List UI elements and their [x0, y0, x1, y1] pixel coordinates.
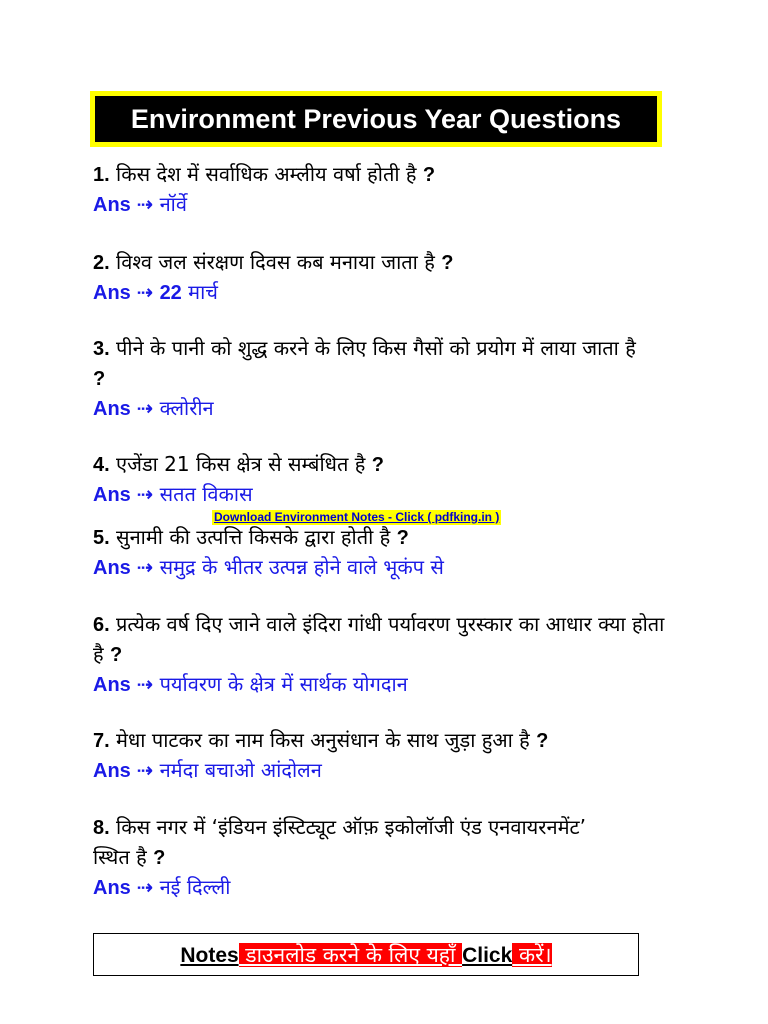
question-block — [93, 610, 668, 700]
answer-text: नॉर्वे — [159, 192, 187, 216]
answer-line — [93, 480, 703, 510]
question-mark: ? — [536, 730, 549, 752]
question-number: 8. — [93, 817, 110, 839]
question-block — [93, 450, 703, 510]
question-body: प्रत्येक वर्ष दिए जाने वाले इंदिरा गांधी पर्यावरण पुरस्कार का आधार क्या होता है — [93, 612, 665, 666]
question-text — [93, 248, 703, 278]
question-number: 7. — [93, 730, 110, 752]
question-text — [93, 523, 703, 553]
question-block — [93, 523, 703, 583]
question-block — [93, 726, 703, 786]
answer-number: 22 — [159, 282, 182, 304]
question-number: 2. — [93, 252, 110, 274]
question-number: 5. — [93, 527, 110, 549]
answer-text: नर्मदा बचाओ आंदोलन — [159, 758, 322, 782]
notes-word: Notes — [180, 943, 239, 967]
arrow-icon: ⇢ — [136, 875, 154, 899]
question-text — [93, 160, 703, 190]
answer-label: Ans — [93, 674, 131, 696]
page-title: Environment Previous Year Questions — [95, 96, 657, 142]
question-body: पीने के पानी को शुद्ध करने के लिए किस गैसों को प्रयोग में लाया जाता है — [116, 336, 636, 360]
download-notes-banner-link[interactable]: Download Environment Notes - Click ( pdfking.in ) — [214, 510, 500, 524]
click-word: Click — [462, 943, 513, 967]
arrow-icon: ⇢ — [136, 192, 154, 216]
question-block — [93, 160, 703, 220]
question-mark: ? — [109, 644, 123, 666]
question-body: विश्व जल संरक्षण दिवस कब मनाया जाता है — [116, 250, 435, 274]
answer-line — [93, 756, 703, 786]
answer-text: नई दिल्ली — [159, 875, 231, 899]
question-text — [93, 726, 703, 756]
answer-text: क्लोरीन — [159, 396, 214, 420]
arrow-icon: ⇢ — [136, 280, 154, 304]
question-block — [93, 248, 703, 308]
question-mark: ? — [441, 252, 454, 274]
arrow-icon: ⇢ — [136, 396, 154, 420]
question-text — [93, 610, 668, 670]
question-block — [93, 813, 593, 903]
question-number: 3. — [93, 338, 110, 360]
answer-line — [93, 670, 668, 700]
question-body: किस नगर में ‘इंडियन इंस्टिट्यूट ऑफ़ इकोलॉजी एंड एनवायरनमेंट’ स्थित है — [93, 815, 586, 869]
question-text — [93, 450, 703, 480]
answer-label: Ans — [93, 484, 131, 506]
question-mark: ? — [371, 454, 384, 476]
answer-label: Ans — [93, 398, 131, 420]
answer-line — [93, 873, 593, 903]
arrow-icon: ⇢ — [136, 672, 154, 696]
answer-text: पर्यावरण के क्षेत्र में सार्थक योगदान — [159, 672, 408, 696]
question-text — [93, 334, 653, 394]
question-number: 6. — [93, 614, 110, 636]
answer-line — [93, 278, 703, 308]
answer-text: समुद्र के भीतर उत्पन्न होने वाले भूकंप से — [159, 555, 444, 579]
question-text — [93, 813, 593, 873]
question-mark: ? — [422, 164, 436, 186]
question-mark: ? — [93, 368, 106, 390]
notes-download-button[interactable] — [93, 933, 639, 976]
question-body: सुनामी की उत्पत्ति किसके द्वारा होती है — [116, 525, 391, 549]
answer-line — [93, 394, 653, 424]
answer-label: Ans — [93, 194, 131, 216]
question-mark: ? — [396, 527, 409, 549]
answer-text: सतत विकास — [159, 482, 253, 506]
arrow-icon: ⇢ — [136, 555, 154, 579]
question-number: 4. — [93, 454, 110, 476]
question-mark: ? — [153, 847, 166, 869]
answer-label: Ans — [93, 760, 131, 782]
question-number: 1. — [93, 164, 110, 186]
question-body: मेधा पाटकर का नाम किस अनुसंधान के साथ जुड़ा हुआ है — [116, 728, 530, 752]
question-body: किस देश में सर्वाधिक अम्लीय वर्षा होती है — [116, 162, 417, 186]
notes-download-text[interactable] — [180, 941, 551, 969]
answer-label: Ans — [93, 282, 131, 304]
answer-label: Ans — [93, 877, 131, 899]
answer-text: मार्च — [188, 280, 219, 304]
karen-text: करें। — [512, 942, 552, 967]
question-body: एजेंडा 21 किस क्षेत्र से सम्बंधित है — [116, 452, 366, 476]
answer-line — [93, 553, 703, 583]
title-box — [90, 91, 662, 147]
answer-line — [93, 190, 703, 220]
notes-hindi-text: डाउनलोड करने के लिए यहाँ — [238, 942, 463, 967]
arrow-icon: ⇢ — [136, 482, 154, 506]
arrow-icon: ⇢ — [136, 758, 154, 782]
question-block — [93, 334, 653, 424]
answer-label: Ans — [93, 557, 131, 579]
